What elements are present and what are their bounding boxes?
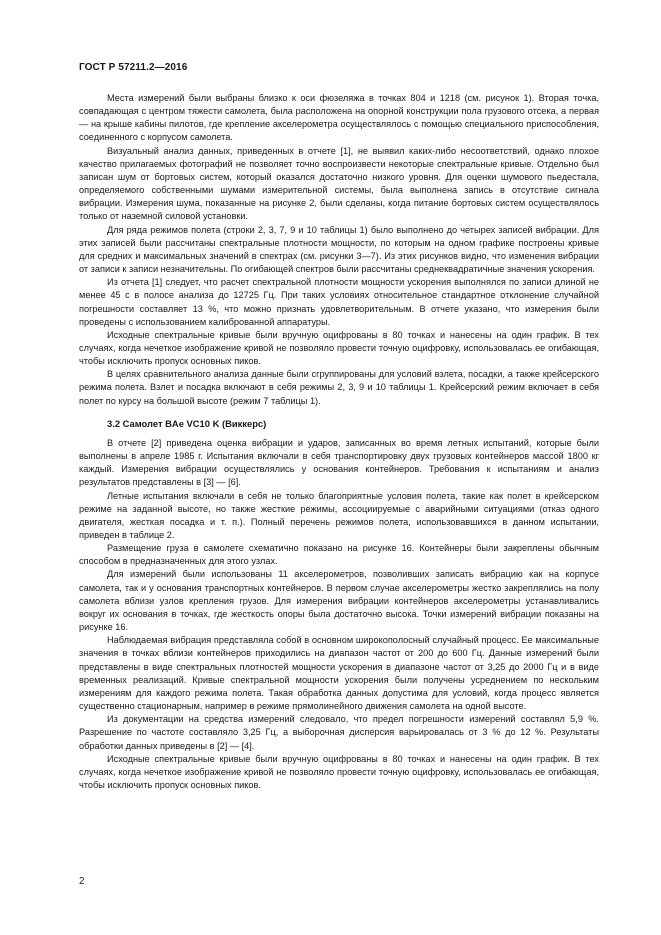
section-heading: 3.2 Самолет BAe VC10 K (Виккерс) [107,417,267,429]
paragraph: В целях сравнительного анализа данные были сгруппированы для условий взлета, посадки, а также крейсерского режима полета. Взлет и посадка включают в себя режимы 2, 3, 9 и 10 таблицы 1. Крейсерский режим включает в себя полет по курсу на большой высоте (режим 7 таблицы 1). [79,369,599,406]
page-number: 2 [79,876,85,887]
paragraph: Из документации на средства измерений следовало, что предел погрешности измерений составлял 5,9 %. Разрешение по частоте составляло 3,25 Гц, а выборочная дисперсия варьировалась от 3 % до 12 %. Результаты обработки данных приведены в [2] — [4]. [79,714,599,751]
paragraph: Места измерений были выбраны близко к оси фюзеляжа в точках 804 и 1218 (см. рисунок 1). Вторая точка, совпадающая с центром тяжести самолета, была расположена на опорной конструкции пола грузового отсека, а первая — на крыше кабины пилотов, где крепление акселерометра осуществлялось с помощью специального приспособления, соединенного с корпусом самолета. [79,93,599,143]
paragraph: Летные испытания включали в себя не только благоприятные условия полета, такие как полет в крейсерском режиме на заданной высоте, но также жесткие режимы, ассоциируемые с аварийными ситуациями (отказ одного двигателя, жесткая посадка и т. п.). Полный перечень режимов полета, использовавшихся в данном испытании, приведен в таблице 2. [79,490,599,540]
paragraph: Исходные спектральные кривые были вручную оцифрованы в 80 точках и нанесены на один график. В тех случаях, когда нечеткое изображение кривой не позволяло провести точную оцифровку, использовалась ее огибающая, чтобы исключить пропуск основных пиков. [79,753,599,790]
paragraph: Исходные спектральные кривые были вручную оцифрованы в 80 точках и нанесены на один график. В тех случаях, когда нечеткое изображение кривой не позволяло провести точную оцифровку, использовалась ее огибающая, чтобы исключить пропуск основных пиков. [79,329,599,367]
paragraph: Наблюдаемая вибрация представляла собой в основном широкополосный случайный процесс. Ее максимальные значения в точках вблизи контейнеров приходились на диапазон частот от 200 до 600 Гц. Данные измерений были представлены в виде спектральных плотностей мощности ускорения в диапазоне частот от 3,25 до 2000 Гц и в виде временных реализаций. Кривые спектральной мощности ускорения были получены усреднением по нескольким измерениям для каждого режима полета. Такая обработка данных допустима для условий, когда процесс является существенно стационарным, например в режиме прямолинейного движения самолета на одной высоте. [79,635,599,712]
paragraph: Для измерений были использованы 11 акселерометров, позволивших записать вибрацию как на корпусе самолета, так и у основания транспортных контейнеров. В первом случае акселерометры жестко закреплялись на полу самолета вблизи узлов крепления грузов. Для измерения вибрации контейнеров акселерометры устанавливались вокруг их основания в точках, где жесткость опоры была достаточно высока. Точки измерений вибрации показаны на рисунке 16. [79,569,599,633]
paragraph: Визуальный анализ данных, приведенных в отчете [1], не выявил каких-либо несоответствий, однако плохое качество прилагаемых фотографий не позволяет точно воспроизвести некоторые спектральные кривые. Отдельно был записан шум от бортовых систем, который оказался достаточно низкого уровня. Для оценки шумового пьедестала, определяемого собственными шумами измерительной системы, была выполнена запись в отсутствие сигнала вибрации. Измерения шума, показанные на рисунке 2, были сделаны, когда питание бортовых систем осуществлялось только от наземной силовой установки. [79,145,599,222]
main-content [79,92,599,792]
document-header: ГОСТ Р 57211.2—2016 [79,62,188,73]
paragraph: Размещение груза в самолете схематично показано на рисунке 16. Контейнеры были закреплены обычным способом в предназначенных для этого узлах. [79,543,599,567]
paragraph: Для ряда режимов полета (строки 2, 3, 7, 9 и 10 таблицы 1) было выполнено до четырех записей вибрации. Для этих записей были рассчитаны спектральные плотности мощности, по которым на одном графике построены кривые для средних и максимальных значений в спектрах (см. рисунки 3—7). Из этих рисунков видно, что изменения вибрации от записи к записи незначительны. По огибающей спектров были рассчитаны среднеквадратичные значения ускорения. [79,224,599,275]
paragraph: В отчете [2] приведена оценка вибрации и ударов, записанных во время летных испытаний, которые были выполнены в апреле 1985 г. Испытания включали в себя транспортировку двух грузовых контейнеров массой 1800 кг каждый. Измерения вибрации осуществлялись у основания контейнеров. Требования к испытаниям и анализ результатов представлены в [3] — [6]. [79,437,599,488]
paragraph: Из отчета [1] следует, что расчет спектральной плотности мощности ускорения выполнялся по записи длиной не менее 45 с в полосе анализа до 12725 Гц. При таких условиях относительное стандартное отклонение случайной погрешности составляет 13 %, что можно признать удовлетворительным. В отчете указано, что измерения были проведены с использованием калиброванной аппаратуры. [79,277,599,327]
